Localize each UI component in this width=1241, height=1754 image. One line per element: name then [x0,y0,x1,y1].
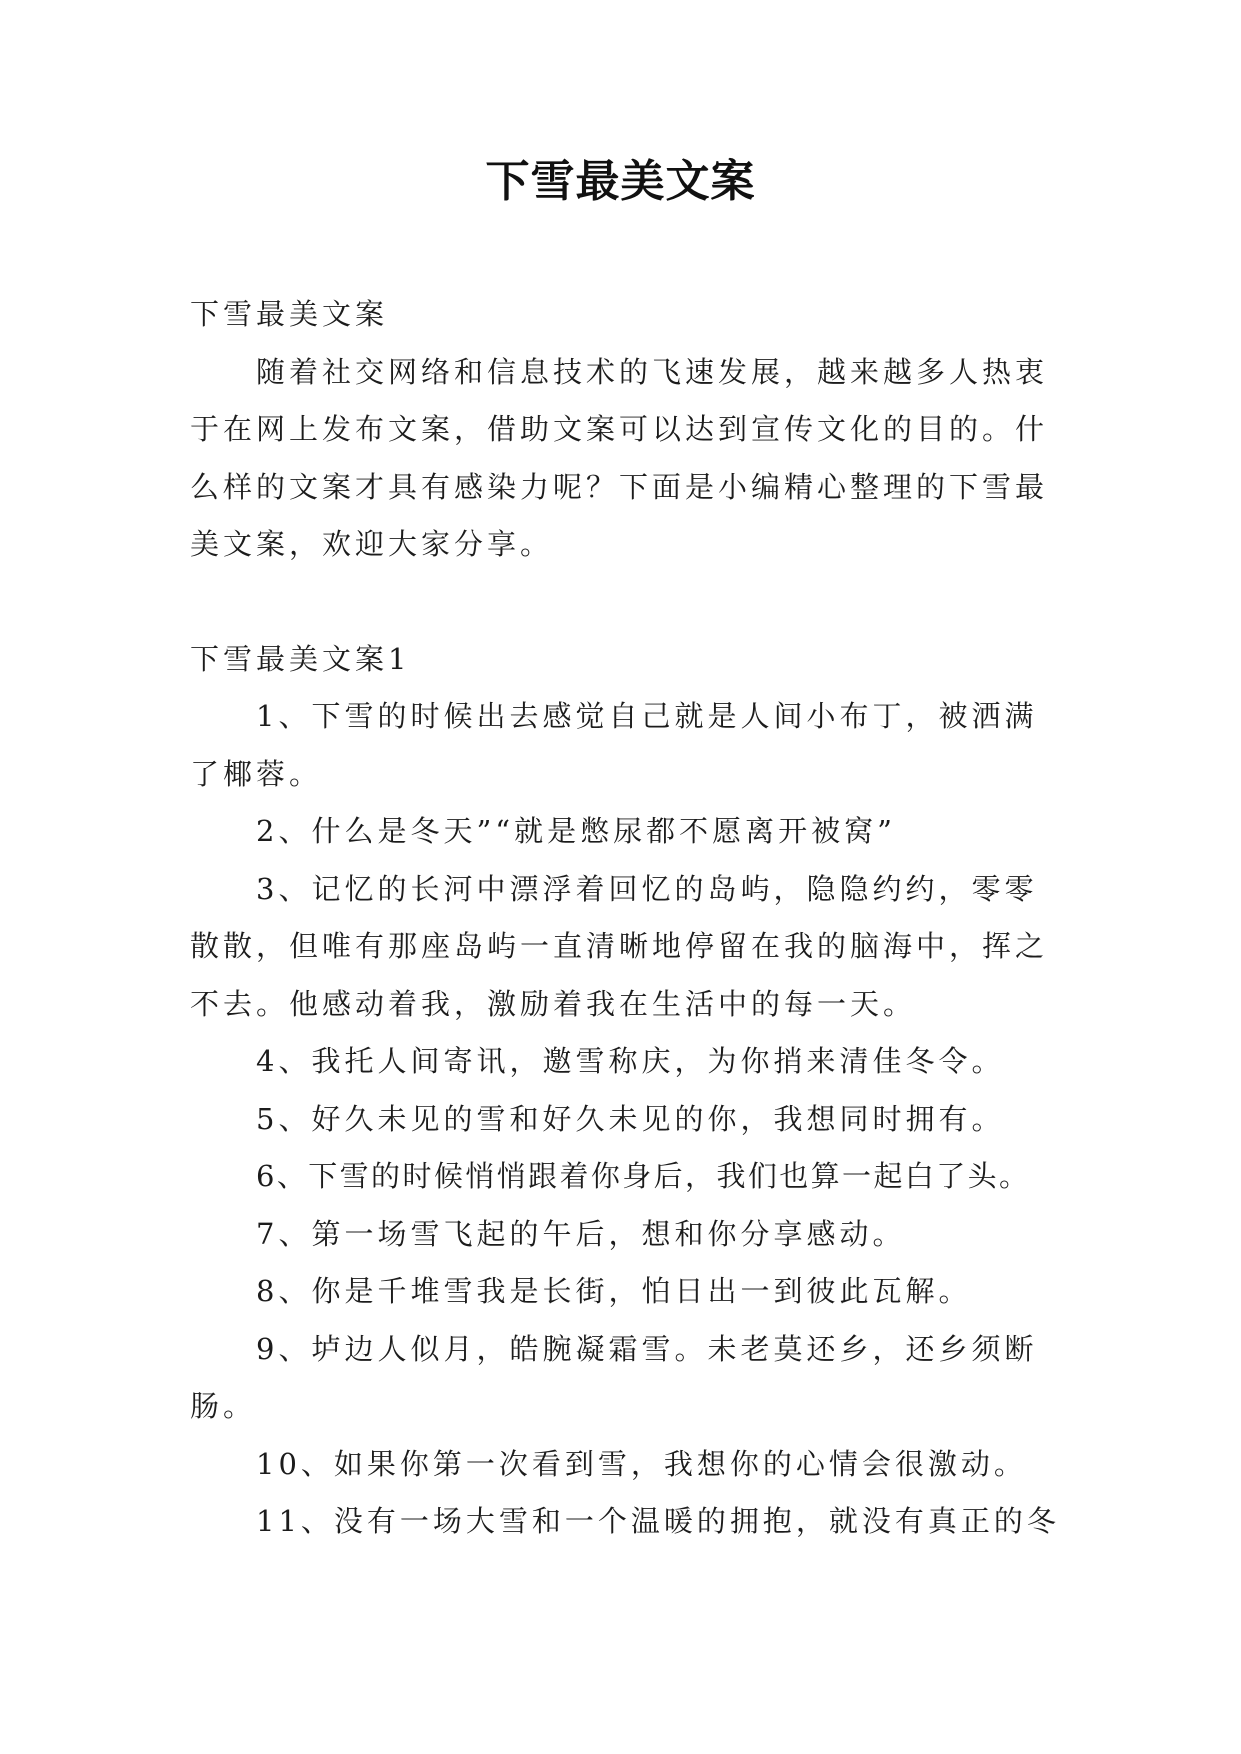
list-item: 3、记忆的长河中漂浮着回忆的岛屿，隐隐约约，零零散散，但唯有那座岛屿一直清晰地停留在我的脑海中，挥之不去。他感动着我，激励着我在生活中的每一天。 [190,871,1049,1021]
intro-paragraph: 随着社交网络和信息技术的飞速发展，越来越多人热衷于在网上发布文案，借助文案可以达到宣传文化的目的。什么样的文案才具有感染力呢？下面是小编精心整理的下雪最美文案，欢迎大家分享。 [190,354,1049,561]
list-item: 6、下雪的时候悄悄跟着你身后，我们也算一起白了头。 [256,1159,1031,1193]
list-item: 1、下雪的时候出去感觉自己就是人间小布丁，被洒满了椰蓉。 [190,699,1038,791]
document-title: 下雪最美文案 [485,156,756,207]
document-body [190,286,1060,1551]
intro-heading: 下雪最美文案 [190,297,389,331]
list-item: 9、垆边人似月，皓腕凝霜雪。未老莫还乡，还乡须断肠。 [190,1331,1038,1423]
section-heading: 下雪最美文案1 [190,641,411,676]
list-item: 5、好久未见的雪和好久未见的你，我想同时拥有。 [256,1101,1005,1136]
list-item: 8、你是千堆雪我是长街，怕日出一到彼此瓦解。 [256,1274,972,1308]
list-item: 4、我托人间寄讯，邀雪称庆，为你捎来清佳冬令。 [256,1044,1005,1078]
list-item: 7、第一场雪飞起的午后，想和你分享感动。 [256,1216,906,1251]
list-item: 11、没有一场大雪和一个温暖的拥抱，就没有真正的冬 [256,1504,1060,1538]
list-item: 10、如果你第一次看到雪，我想你的心情会很激动。 [256,1446,1027,1481]
list-item: 2、什么是冬天”“就是憋尿都不愿离开被窝” [256,814,896,848]
